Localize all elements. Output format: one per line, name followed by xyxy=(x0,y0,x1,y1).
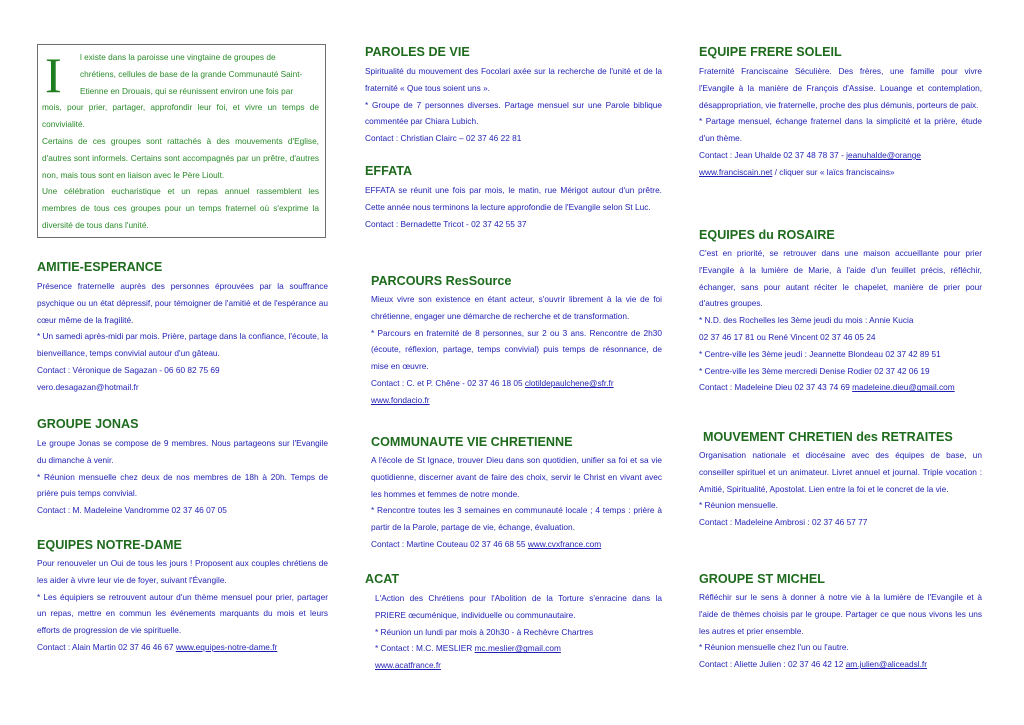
soleil-website xyxy=(699,164,982,181)
jonas-section xyxy=(37,435,328,519)
soleil-contact xyxy=(699,147,982,164)
michel-description: Réfléchir sur le sens à donner à notre vie à la lumière de l'Evangile et à l'aide de thèmes choisis par le groupe. Partager ce que nous vivons les uns les autres et prier ensemble. xyxy=(699,592,982,636)
amitie-email[interactable]: vero.desagazan@hotmail.fr xyxy=(37,381,139,392)
parcours-meeting: * Parcours en fraternité de 8 personnes, sur 2 ou 3 ans. Rencontre de 2h30 (écoute, réflexion, partage, temps convivial) puis temps de résonnance, de mise en œuvre. xyxy=(371,327,662,372)
parcours-title: PARCOURS ResSource xyxy=(371,274,512,288)
acat-contact-text: * Contact : M.C. MESLIER xyxy=(375,643,475,654)
jonas-description: Le groupe Jonas se compose de 9 membres. Nous partageons sur l'Evangile du dimanche à venir. xyxy=(37,438,328,465)
acat-title: ACAT xyxy=(365,572,400,586)
soleil-email-link[interactable]: jeanuhalde@orange xyxy=(846,149,921,160)
rosaire-email-link[interactable]: madeleine.dieu@gmail.com xyxy=(852,382,955,393)
soleil-description: Fraternité Franciscaine Séculière. Des frères, une famille pour vivre l'Evangile à la manière de François d'Assise. Louange et contemplation, désappropriation, vie fraternelle, proche des plus démunis, porteurs de paix. xyxy=(699,66,982,110)
intro-dropcap: I xyxy=(45,47,62,103)
acat-contact xyxy=(375,640,662,657)
michel-title: GROUPE ST MICHEL xyxy=(699,572,825,586)
acat-website-link[interactable]: www.acatfrance.fr xyxy=(375,660,441,671)
parcours-description: Mieux vivre son existence en étant acteur, s'ouvrir librement à la vie de foi chrétienne, engager une démarche de recherche et de transformation. xyxy=(371,294,662,321)
effata-description: EFFATA se réunit une fois par mois, le matin, rue Mérigot autour d'un prêtre. Cette année nous terminons la lecture approfondie de l'Evangile selon St Luc. xyxy=(365,185,662,212)
soleil-meeting: * Partage mensuel, échange fraternel dans la simplicité et la prière, étude d'un thème. xyxy=(699,116,982,144)
cvx-description: A l'école de St Ignace, trouver Dieu dans son quotidien, unifier sa foi et sa vie quotidienne, discerner avant de faire des choix, servir le Christ en vivant avec les hommes et femmes de notre monde. xyxy=(371,455,662,499)
michel-contact xyxy=(699,656,982,673)
michel-email-link[interactable]: am.julien@aliceadsl.fr xyxy=(845,659,927,670)
notredame-section xyxy=(37,555,328,656)
acat-description: L'Action des Chrétiens pour l'Abolition de la Torture s'enracine dans la PRIERE œcuménique, individuelle ou communautaire. xyxy=(375,593,662,620)
notredame-contact xyxy=(37,639,328,656)
amitie-contact: Contact : Véronique de Sagazan - 06 60 82 75 69 xyxy=(37,364,220,375)
rosaire-meeting-3: * Centre-ville les 3ème mercredi Denise Rodier 02 37 42 06 19 xyxy=(699,365,930,376)
jonas-title: GROUPE JONAS xyxy=(37,417,139,431)
rosaire-contact-text: Contact : Madeleine Dieu 02 37 43 74 69 xyxy=(699,382,853,393)
soleil-title: EQUIPE FRERE SOLEIL xyxy=(699,45,842,59)
retraites-section xyxy=(699,447,982,531)
amitie-section xyxy=(37,278,328,396)
cvx-contact xyxy=(371,536,662,553)
rosaire-contact xyxy=(699,379,982,396)
parcours-website xyxy=(371,392,662,409)
retraites-title: MOUVEMENT CHRETIEN des RETRAITES xyxy=(703,430,953,444)
paroles-title: PAROLES DE VIE xyxy=(365,45,470,59)
amitie-meeting: * Un samedi après-midi par mois. Prière, partage dans la confiance, l'écoute, la bienveillance, temps convivial autour d'un gâteau. xyxy=(37,331,328,359)
notredame-description: Pour renouveler un Oui de tous les jours ! Proposent aux couples chrétiens de les aider à vivre leur vie de foyer, suivant l'Évangile. xyxy=(37,558,328,585)
amitie-description: Présence fraternelle auprès des personnes éprouvées par la souffrance psychique ou un état dépressif, pour témoigner de l'amitié et de l'espérance au cœur même de la fragilité. xyxy=(37,281,328,325)
acat-section xyxy=(375,590,662,674)
parcours-email-link[interactable]: clotildepaulchene@sfr.fr xyxy=(524,377,614,388)
intro-line-4: mois, pour prier, partager, approfondir leur foi, et vivre un temps de convivialité. xyxy=(42,102,319,130)
intro-line-3: Etienne en Drouais, qui se réunissent environ une fois par xyxy=(80,85,294,96)
notredame-title: EQUIPES NOTRE-DAME xyxy=(37,538,182,552)
paroles-contact: Contact : Christian Clairc – 02 37 46 22 81 xyxy=(365,133,522,144)
rosaire-meeting-2: * Centre-ville les 3ème jeudi : Jeannette Blondeau 02 37 42 89 51 xyxy=(699,348,941,359)
retraites-description: Organisation nationale et diocésaine avec des équipes de base, un conseiller spirituel et un animateur. Livret annuel et journal. Triple vocation : Amitié, Spiritualité, Apostolat. Lien entre la foi et le concret de la vie. xyxy=(699,450,982,494)
soleil-website-note: / cliquer sur « laïcs franciscains» xyxy=(772,166,895,177)
soleil-contact-text: Contact : Jean Uhalde 02 37 48 78 37 - xyxy=(699,149,847,160)
cvx-meeting: * Rencontre toutes les 3 semaines en communauté locale ; 4 temps : prière à partir de la Parole, partage de vie, échange, évaluation. xyxy=(371,505,662,533)
rosaire-description: C'est en priorité, se retrouver dans une maison accueillante pour prier l'Evangile à la lumière de Marie, à l'aide d'un feuillet précis, réfléchir, échanger, sans pour autant réciter le chapelet, manière de prier pour d'autres groupes. xyxy=(699,248,982,309)
retraites-contact: Contact : Madeleine Ambrosi : 02 37 46 57 77 xyxy=(699,517,868,528)
cvx-section xyxy=(371,452,662,553)
notredame-website-link[interactable]: www.equipes-notre-dame.fr xyxy=(175,641,278,652)
jonas-meeting: * Réunion mensuelle chez deux de nos membres de 18h à 20h. Temps de prière puis temps convivial. xyxy=(37,471,328,499)
notredame-contact-text: Contact : Alain Martin 02 37 46 46 67 xyxy=(37,641,176,652)
soleil-website-link[interactable]: www.franciscain.net xyxy=(699,166,773,177)
soleil-section xyxy=(699,63,982,181)
effata-title: EFFATA xyxy=(365,164,413,178)
michel-meeting: * Réunion mensuelle chez l'un ou l'autre. xyxy=(699,642,849,653)
intro-line-2: chrétiens, cellules de base de la grande Communauté Saint- xyxy=(80,68,303,79)
parcours-contact xyxy=(371,375,662,392)
intro-line-1: l existe dans la paroisse une vingtaine de groupes de xyxy=(80,52,276,62)
cvx-title: COMMUNAUTE VIE CHRETIENNE xyxy=(371,435,573,449)
acat-meeting: * Réunion un lundi par mois à 20h30 - à Rechèvre Chartres xyxy=(375,626,594,637)
paroles-description: Spiritualité du mouvement des Focolari axée sur la recherche de l'unité et de la fraternité « Que tous soient uns ». xyxy=(365,66,662,93)
cvx-website-link[interactable]: www.cvxfrance.com xyxy=(527,538,602,549)
amitie-title: AMITIE-ESPERANCE xyxy=(37,260,163,274)
intro-paragraph-2: Certains de ces groupes sont rattachés à des mouvements d'Eglise, d'autres sont informels. Certains sont accompagnés par un prêtre, d'autres non, mais tous sont en liaison avec le Père Lioult. xyxy=(42,135,319,180)
effata-contact: Contact : Bernadette Tricot - 02 37 42 55 37 xyxy=(365,218,527,229)
paroles-section xyxy=(365,63,662,147)
intro-box xyxy=(37,44,326,238)
michel-section xyxy=(699,589,982,673)
rosaire-section xyxy=(699,245,982,396)
retraites-meeting: * Réunion mensuelle. xyxy=(699,500,778,511)
acat-email-link[interactable]: mc.meslier@gmail.com xyxy=(474,643,561,654)
cvx-contact-text: Contact : Martine Couteau 02 37 46 68 55 xyxy=(371,538,528,549)
intro-paragraph-3: Une célébration eucharistique et un repas annuel rassemblent les membres de tous ces groupes pour un temps fraternel où s'exprime la diversité de tous dans l'unité. xyxy=(42,186,319,230)
paroles-meeting: * Groupe de 7 personnes diverses. Partage mensuel sur une Parole biblique commentée par Chiara Lubich. xyxy=(365,99,662,127)
rosaire-meeting-1: * N.D. des Rochelles les 3ème jeudi du mois : Annie Kucia xyxy=(699,315,914,326)
acat-website xyxy=(375,657,662,674)
rosaire-meeting-1-phone: 02 37 46 17 81 ou René Vincent 02 37 46 05 24 xyxy=(699,331,876,342)
michel-contact-text: Contact : Aliette Julien : 02 37 46 42 12 xyxy=(699,659,846,670)
effata-section xyxy=(365,182,662,232)
rosaire-title: EQUIPES du ROSAIRE xyxy=(699,228,835,242)
notredame-meeting: * Les équipiers se retrouvent autour d'un thème mensuel pour prier, partager un repas, mettre en commun les événements marquants du mois et leurs efforts de progression de vie spirituelle. xyxy=(37,591,328,636)
parcours-section xyxy=(371,291,662,409)
parcours-contact-text: Contact : C. et P. Chêne - 02 37 46 18 05 xyxy=(371,377,525,388)
parcours-website-link[interactable]: www.fondacio.fr xyxy=(371,394,430,405)
jonas-contact: Contact : M. Madeleine Vandromme 02 37 46 07 05 xyxy=(37,505,227,516)
